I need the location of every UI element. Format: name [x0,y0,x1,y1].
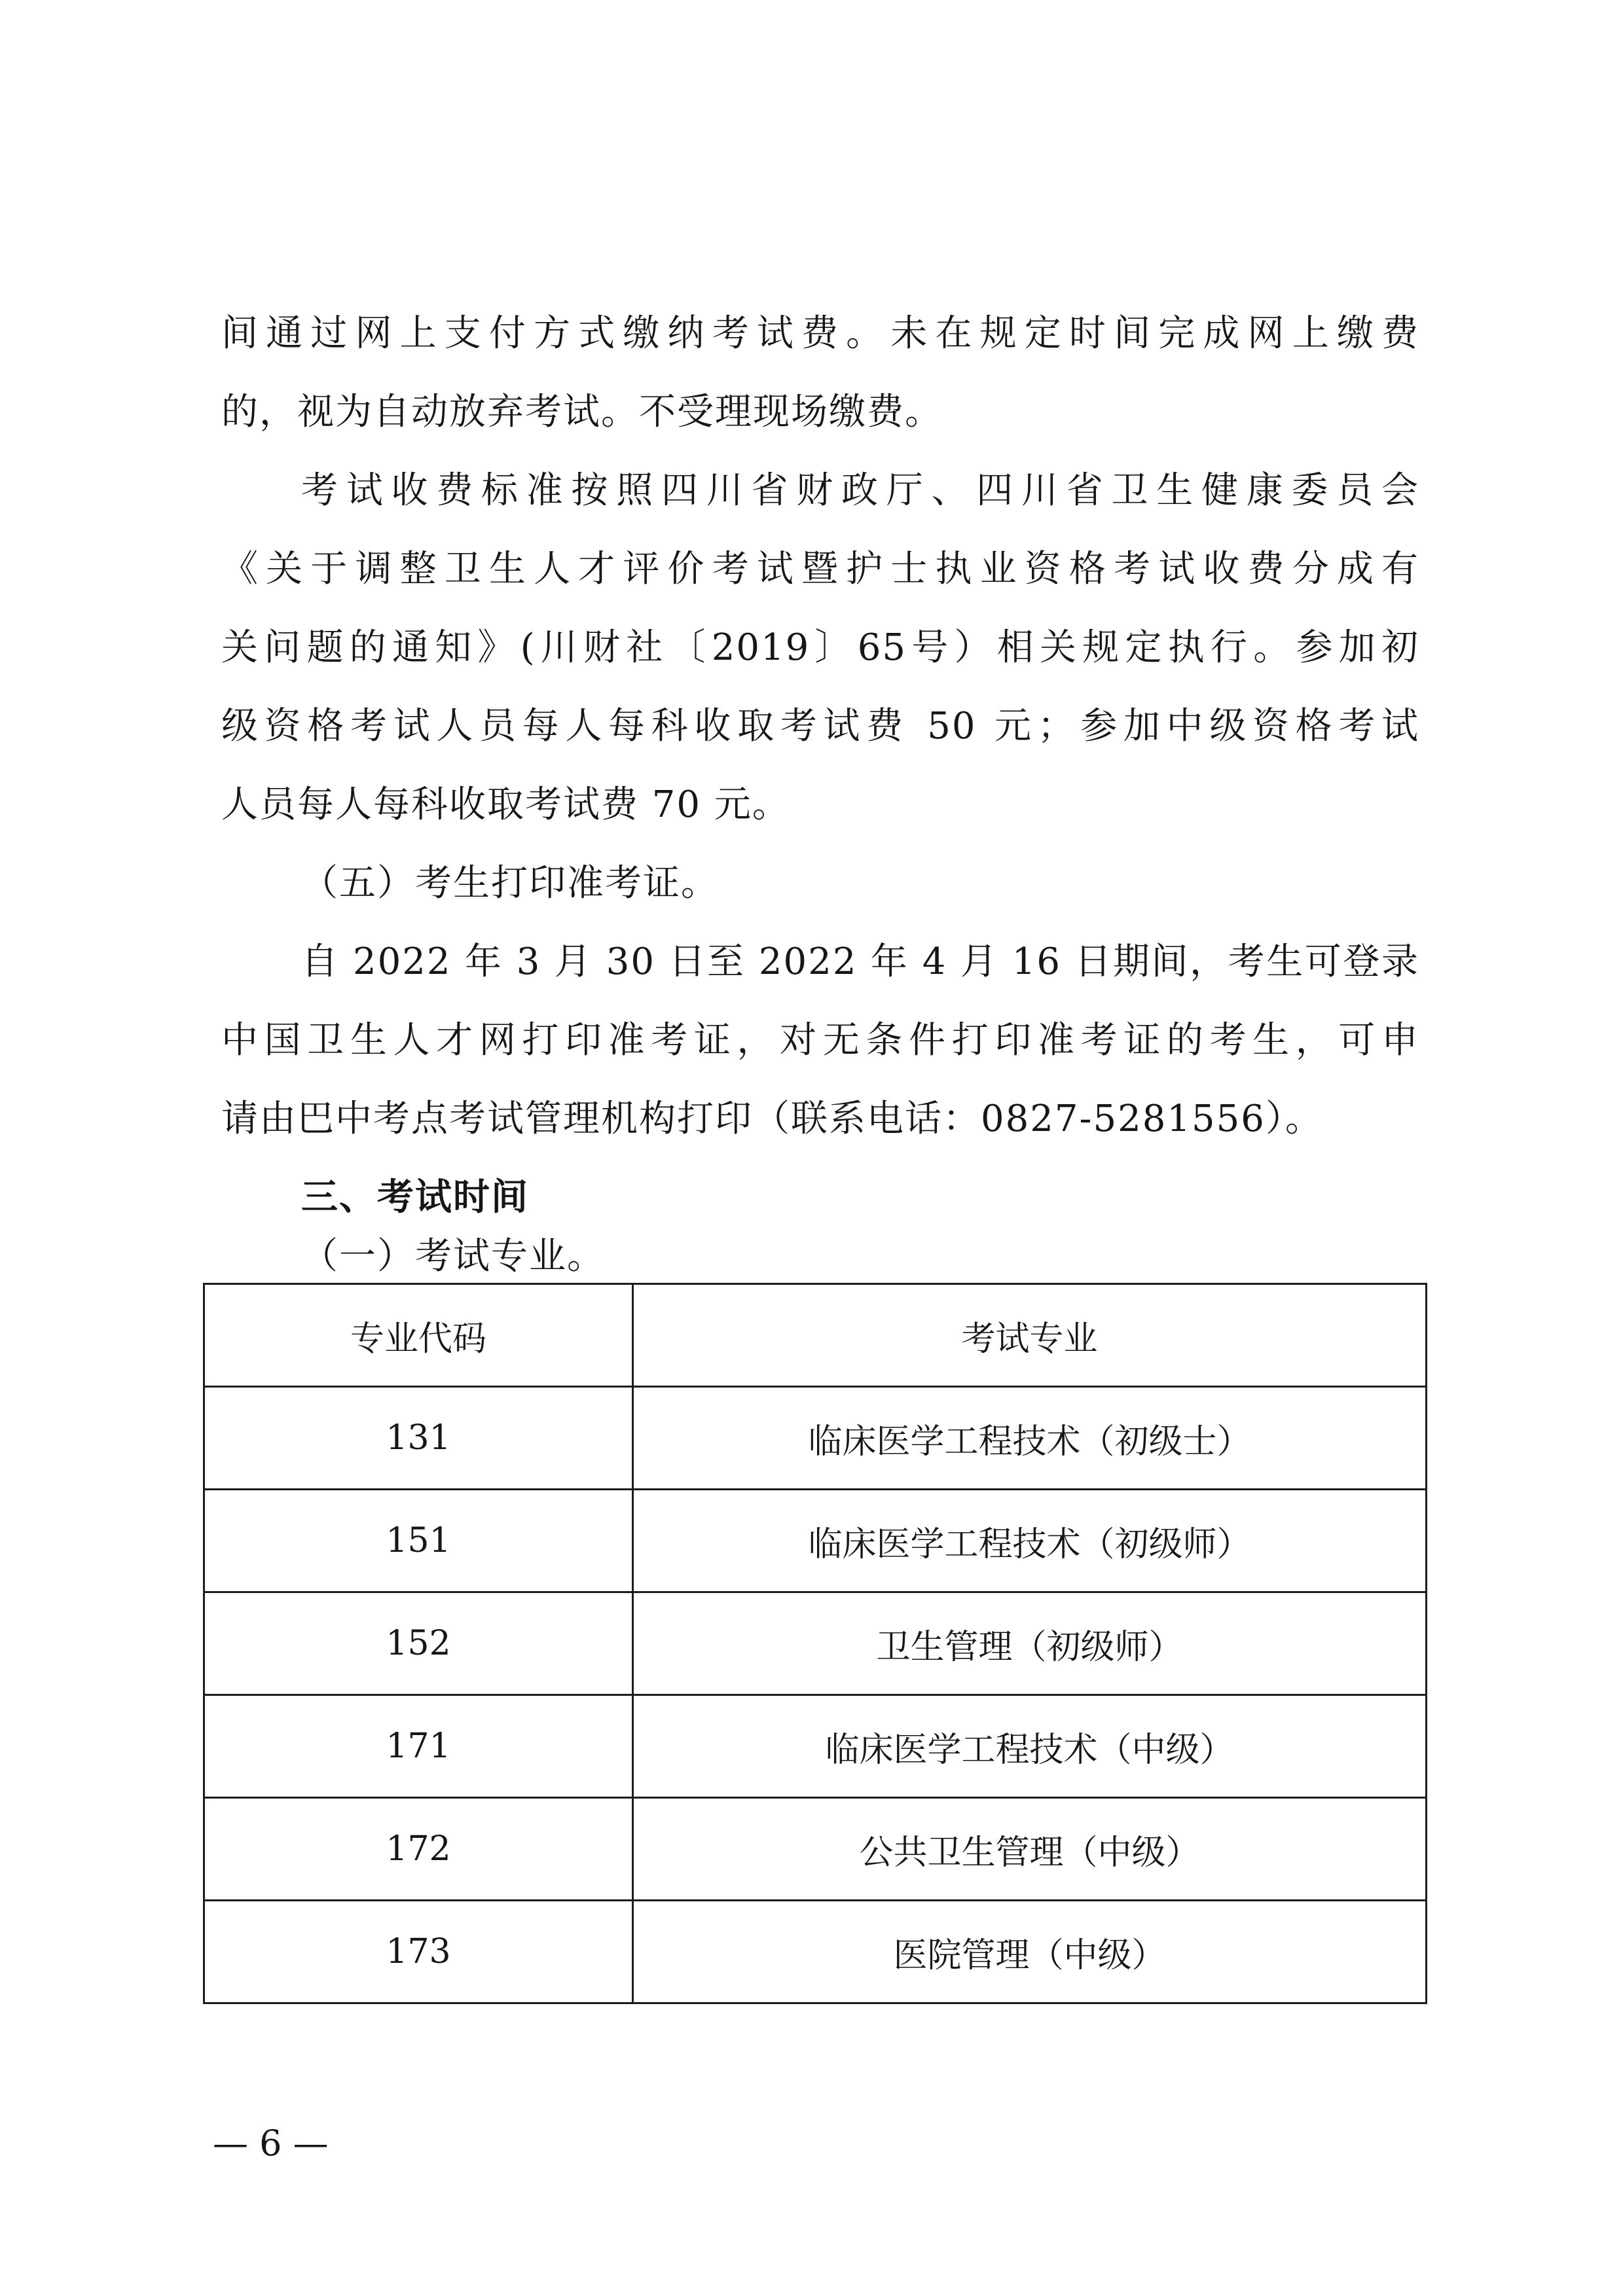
paragraph-line: 级资格考试人员每人每科收取考试费 50 元；参加中级资格考试 [221,705,1419,747]
table-header-row [204,1284,1427,1387]
major-code-cell: 173 [204,1901,633,2003]
table-row [204,1901,1427,2003]
exam-major-cell: 医院管理（中级） [633,1901,1427,2003]
table-row [204,1592,1427,1695]
table-row [204,1490,1427,1592]
paragraph-line: 中国卫生人才网打印准考证，对无条件打印准考证的考生，可申 [221,1019,1419,1062]
major-code-cell: 171 [204,1695,633,1798]
exam-majors-table [203,1283,1427,2004]
table-row [204,1798,1427,1901]
paragraph-line: 考试收费标准按照四川省财政厅、四川省卫生健康委员会 [301,469,1419,512]
subsection-title: （五）考生打印准考证。 [301,862,719,905]
subsection-title: （一）考试专业。 [301,1235,605,1278]
paragraph-line: 间通过网上支付方式缴纳考试费。未在规定时间完成网上缴费 [221,312,1419,355]
exam-major-cell: 临床医学工程技术（初级师） [633,1490,1427,1592]
exam-major-cell: 临床医学工程技术（中级） [633,1695,1427,1798]
header-major-code: 专业代码 [204,1284,633,1387]
page-number: — 6 — [213,2123,329,2164]
exam-major-cell: 临床医学工程技术（初级士） [633,1387,1427,1490]
paragraph-line: 关问题的通知》(川财社〔2019〕65号）相关规定执行。参加初 [221,626,1419,669]
exam-major-cell: 公共卫生管理（中级） [633,1798,1427,1901]
major-code-cell: 151 [204,1490,633,1592]
section-title: 三、考试时间 [301,1176,529,1219]
paragraph-line: 《关于调整卫生人才评价考试暨护士执业资格考试收费分成有 [221,548,1419,590]
header-exam-major: 考试专业 [633,1284,1427,1387]
major-code-cell: 131 [204,1387,633,1490]
exam-major-cell: 卫生管理（初级师） [633,1592,1427,1695]
major-code-cell: 152 [204,1592,633,1695]
paragraph-line: 人员每人每科收取考试费 70 元。 [221,783,790,826]
table-row [204,1387,1427,1490]
paragraph-line: 请由巴中考点考试管理机构打印（联系电话：0827-5281556）。 [221,1098,1323,1140]
paragraph-line: 的，视为自动放弃考试。不受理现场缴费。 [221,391,943,433]
paragraph-line: 自 2022 年 3 月 30 日至 2022 年 4 月 16 日期间，考生可登录 [301,941,1419,983]
table-row [204,1695,1427,1798]
major-code-cell: 172 [204,1798,633,1901]
